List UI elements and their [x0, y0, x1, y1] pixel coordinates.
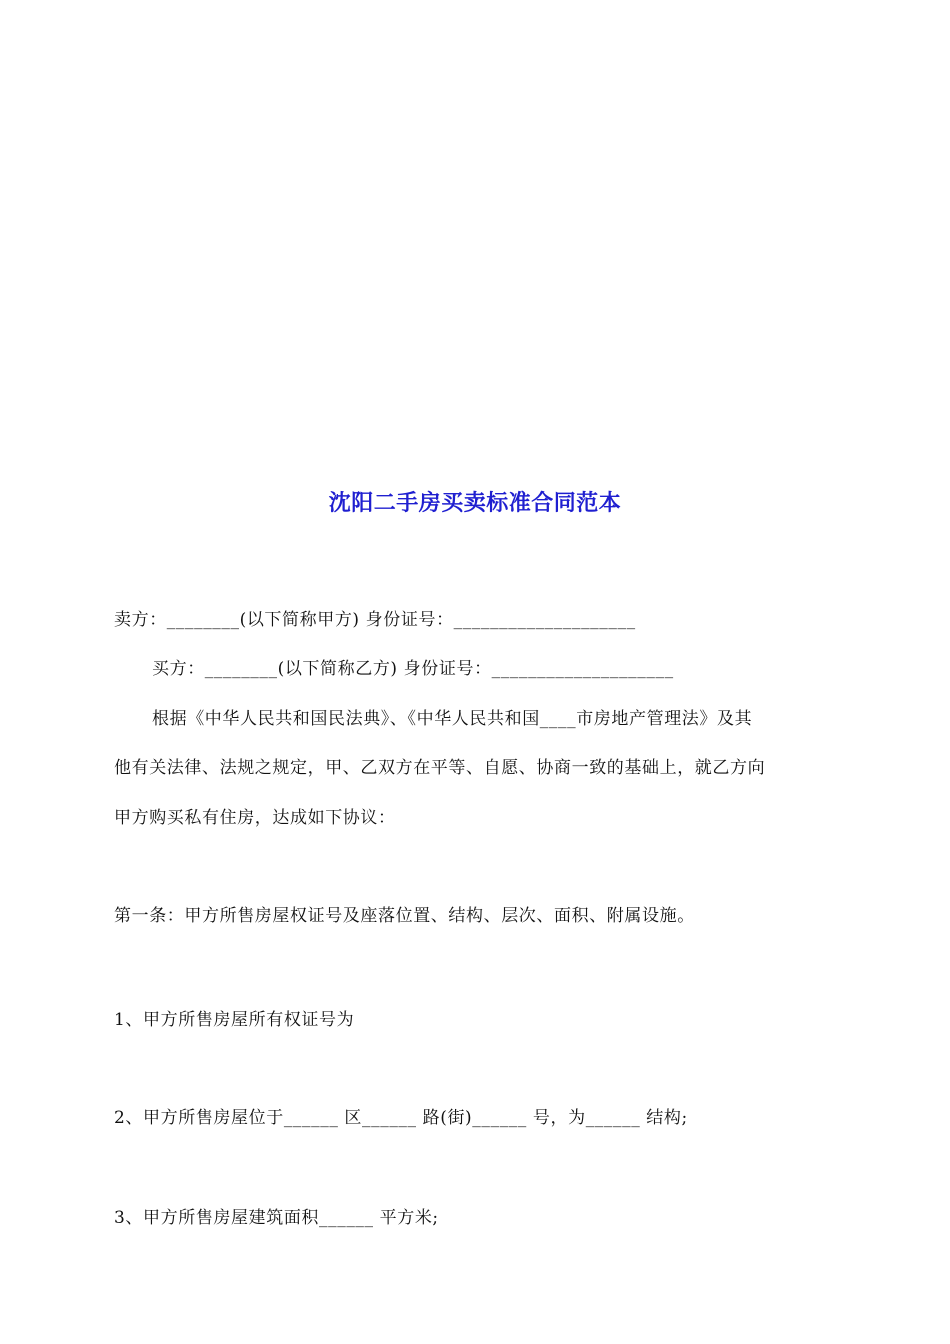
document-title: 沈阳二手房买卖标准合同范本	[328, 490, 622, 516]
clause-3: 3、甲方所售房屋建筑面积______ 平方米;	[114, 1208, 439, 1228]
buyer-line: 买方：________(以下简称乙方) 身份证号：____________________	[152, 659, 674, 679]
preamble-line-3: 甲方购买私有住房，达成如下协议：	[114, 808, 396, 828]
preamble-line-1: 根据《中华人民共和国民法典》、《中华人民共和国____市房地产管理法》及其	[152, 709, 753, 729]
seller-line: 卖方：________(以下简称甲方) 身份证号：____________________	[114, 610, 636, 630]
clause-2: 2、甲方所售房屋位于______ 区______ 路(街)______ 号，为______ 结构;	[114, 1108, 688, 1128]
clause-1: 1、甲方所售房屋所有权证号为	[114, 1010, 355, 1030]
preamble-line-2: 他有关法律、法规之规定，甲、乙双方在平等、自愿、协商一致的基础上，就乙方向	[114, 758, 766, 778]
article-1-heading: 第一条：甲方所售房屋权证号及座落位置、结构、层次、面积、附属设施。	[114, 906, 695, 926]
